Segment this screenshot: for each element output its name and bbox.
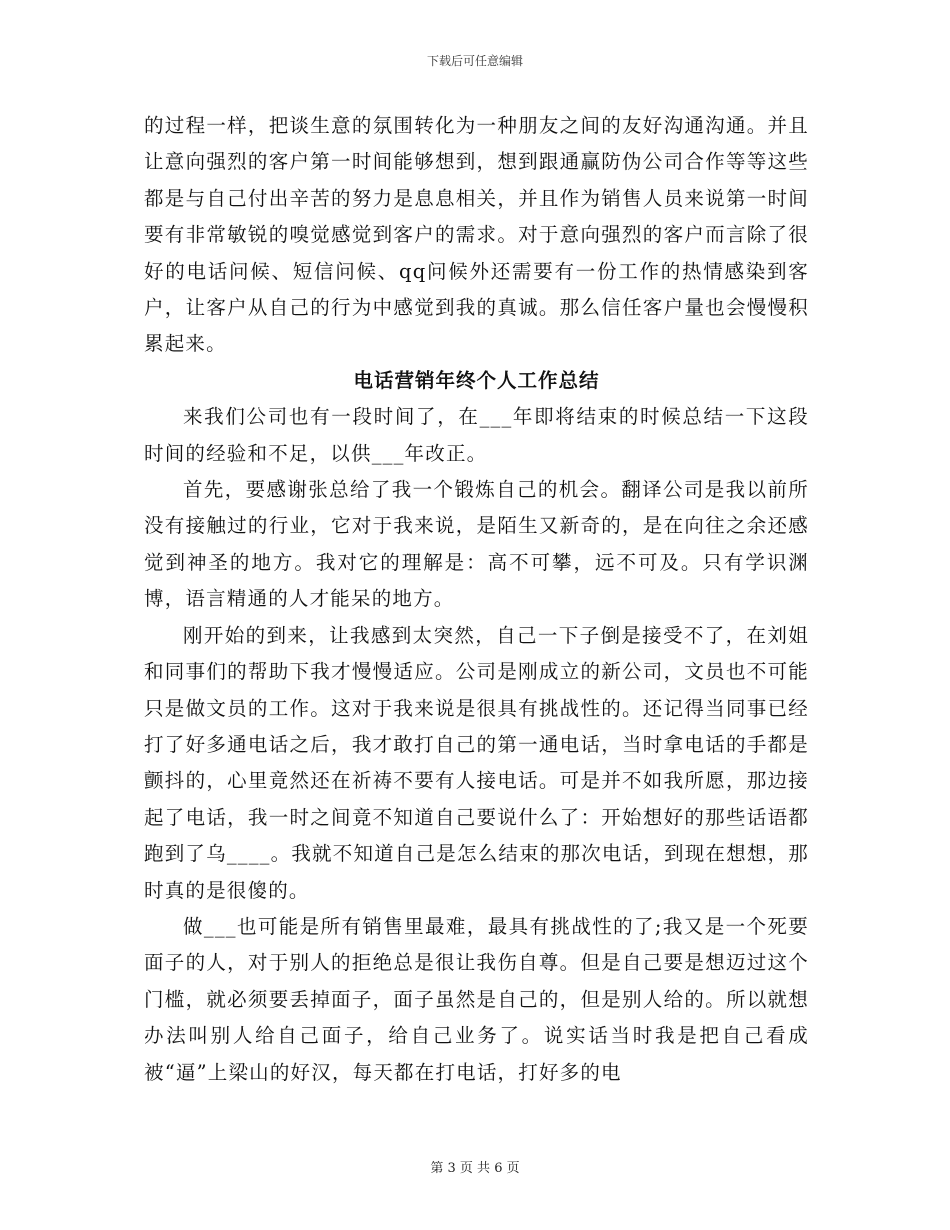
page-footer: 第 3 页 共 6 页	[430, 1161, 520, 1176]
paragraph-4: 做___也可能是所有销售里最难，最具有挑战性的了;我又是一个死要面子的人，对于别人的拒绝总是很让我伤自尊。但是自己要是想迈过这个门槛，就必须要丢掉面子，面子虽然是自己的，但是别人给的。所以就想办法叫别人给自己面子，给自己业务了。说实话当时我是把自己看成被“逼”上梁山的好汉，每天都在打电话，打好多的电	[144, 914, 809, 1084]
paragraph-1: 来我们公司也有一段时间了，在___年即将结束的时候总结一下这段时间的经验和不足，以供___年改正。	[144, 405, 809, 465]
page-header: 下载后可任意编辑	[426, 54, 523, 68]
paragraph-3: 刚开始的到来，让我感到太突然，自己一下子倒是接受不了，在刘姐和同事们的帮助下我才慢慢适应。公司是刚成立的新公司，文员也不可能只是做文员的工作。这对于我来说是很具有挑战性的。还记得当同事已经打了好多通电话之后，我才敢打自己的第一通电话，当时拿电话的手都是颤抖的，心里竟然还在祈祷不要有人接电话。可是并不如我所愿，那边接起了电话，我一时之间竟不知道自己要说什么了：开始想好的那些话语都跑到了乌____。我就不知道自己是怎么结束的那次电话，到现在想想，那时真的是很傻的。	[144, 623, 809, 902]
document-body	[144, 108, 809, 1091]
intro-paragraph: 的过程一样，把谈生意的氛围转化为一种朋友之间的友好沟通沟通。并且让意向强烈的客户第一时间能够想到，想到跟通赢防伪公司合作等等这些都是与自己付出辛苦的努力是息息相关，并且作为销售人员来说第一时间要有非常敏锐的嗅觉感觉到客户的需求。对于意向强烈的客户而言除了很好的电话问候、短信问候、qq问候外还需要有一份工作的热情感染到客户，让客户从自己的行为中感觉到我的真诚。那么信任客户量也会慢慢积累起来。	[144, 114, 809, 356]
section-title: 电话营销年终个人工作总结	[353, 368, 600, 392]
paragraph-2: 首先，要感谢张总给了我一个锻炼自己的机会。翻译公司是我以前所没有接触过的行业，它对于我来说，是陌生又新奇的，是在向往之余还感觉到神圣的地方。我对它的理解是：高不可攀，远不可及。只有学识渊博，语言精通的人才能呆的地方。	[144, 478, 809, 611]
